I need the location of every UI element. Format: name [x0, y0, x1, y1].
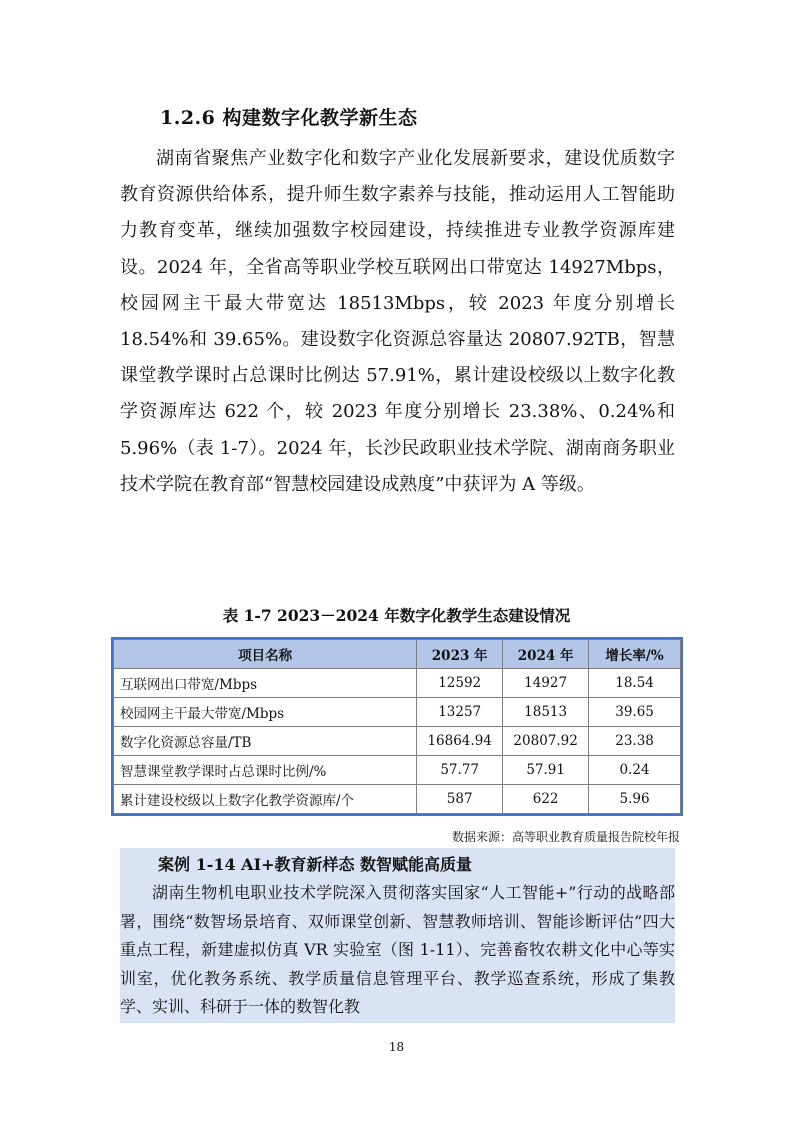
case-body — [120, 879, 675, 1022]
table-cell: 数字化资源总容量/TB — [114, 727, 417, 756]
table-cell: 20807.92 — [503, 727, 589, 756]
table-cell: 智慧课堂教学课时占总课时比例/% — [114, 756, 417, 785]
case-text: 湖南生物机电职业技术学院深入贯彻落实国家“人工智能+”行动的战略部署，围绕“数智场景培育、双师课堂创新、智慧教师培训、智能诊断评估”四大重点工程，新建虚拟仿真 VR 实验室（图 1-11）、完善畜牧农耕文化中心等实训室，优化教务系统、教学质量信息管理平台、教学巡查系统，形成了集教学、实训、科研于一体的数智化教 — [120, 883, 675, 1016]
table-cell: 39.65 — [589, 698, 681, 727]
case-title: 案例 1-14 AI+教育新样态 数智赋能高质量 — [158, 855, 473, 874]
table-row — [114, 698, 681, 727]
table-row — [114, 727, 681, 756]
table-source-note: 数据来源：高等职业教育质量报告院校年报 — [451, 830, 680, 844]
table-row — [114, 669, 681, 698]
table-cell: 16864.94 — [417, 727, 503, 756]
table-cell: 587 — [417, 785, 503, 814]
table-cell: 13257 — [417, 698, 503, 727]
paragraph-text: 湖南省聚焦产业数字化和数字产业化发展新要求，建设优质数字教育资源供给体系，提升师生数字素养与技能，推动运用人工智能助力教育变革，继续加强数字校园建设，持续推进专业教学资源库建设。2024 年，全省高等职业学校互联网出口带宽达 14927Mbps，校园网主干最大带宽达 18513Mbps，较 2023 年度分别增长 18.54%和 39.65%。建设数字化资源总容量达 20807.92TB，智慧课堂教学课时占总课时比例达 57.91%，累计建设校级以上数字化教学资源库达 622 个，较 2023 年度分别增长 23.38%、0.24%和 5.96%（表 1-7）。2024 年，长沙民政职业技术学院、湖南商务职业技术学院在教育部“智慧校园建设成熟度”中获评为 A 等级。 — [120, 148, 675, 495]
table-cell: 累计建设校级以上数字化教学资源库/个 — [114, 785, 417, 814]
table-cell: 0.24 — [589, 756, 681, 785]
table-cell: 18.54 — [589, 669, 681, 698]
table-row — [114, 785, 681, 814]
case-box — [120, 848, 675, 1023]
table-row — [114, 756, 681, 785]
table-cell: 622 — [503, 785, 589, 814]
table-cell: 18513 — [503, 698, 589, 727]
data-table — [113, 639, 681, 814]
column-header-2024: 2024 年 — [503, 640, 589, 669]
column-header-item: 项目名称 — [114, 640, 417, 669]
table-cell: 57.91 — [503, 756, 589, 785]
table-header-row — [114, 640, 681, 669]
page-number: 18 — [388, 1040, 405, 1054]
table-cell: 校园网主干最大带宽/Mbps — [114, 698, 417, 727]
table-cell: 互联网出口带宽/Mbps — [114, 669, 417, 698]
column-header-2023: 2023 年 — [417, 640, 503, 669]
body-paragraph — [120, 141, 675, 503]
table-cell: 57.77 — [417, 756, 503, 785]
table-caption: 表 1-7 2023－2024 年数字化教学生态建设情况 — [222, 606, 571, 625]
table-cell: 14927 — [503, 669, 589, 698]
table-cell: 5.96 — [589, 785, 681, 814]
table-cell: 12592 — [417, 669, 503, 698]
section-heading: 1.2.6 构建数字化教学新生态 — [160, 107, 418, 129]
table-cell: 23.38 — [589, 727, 681, 756]
column-header-growth: 增长率/% — [589, 640, 681, 669]
